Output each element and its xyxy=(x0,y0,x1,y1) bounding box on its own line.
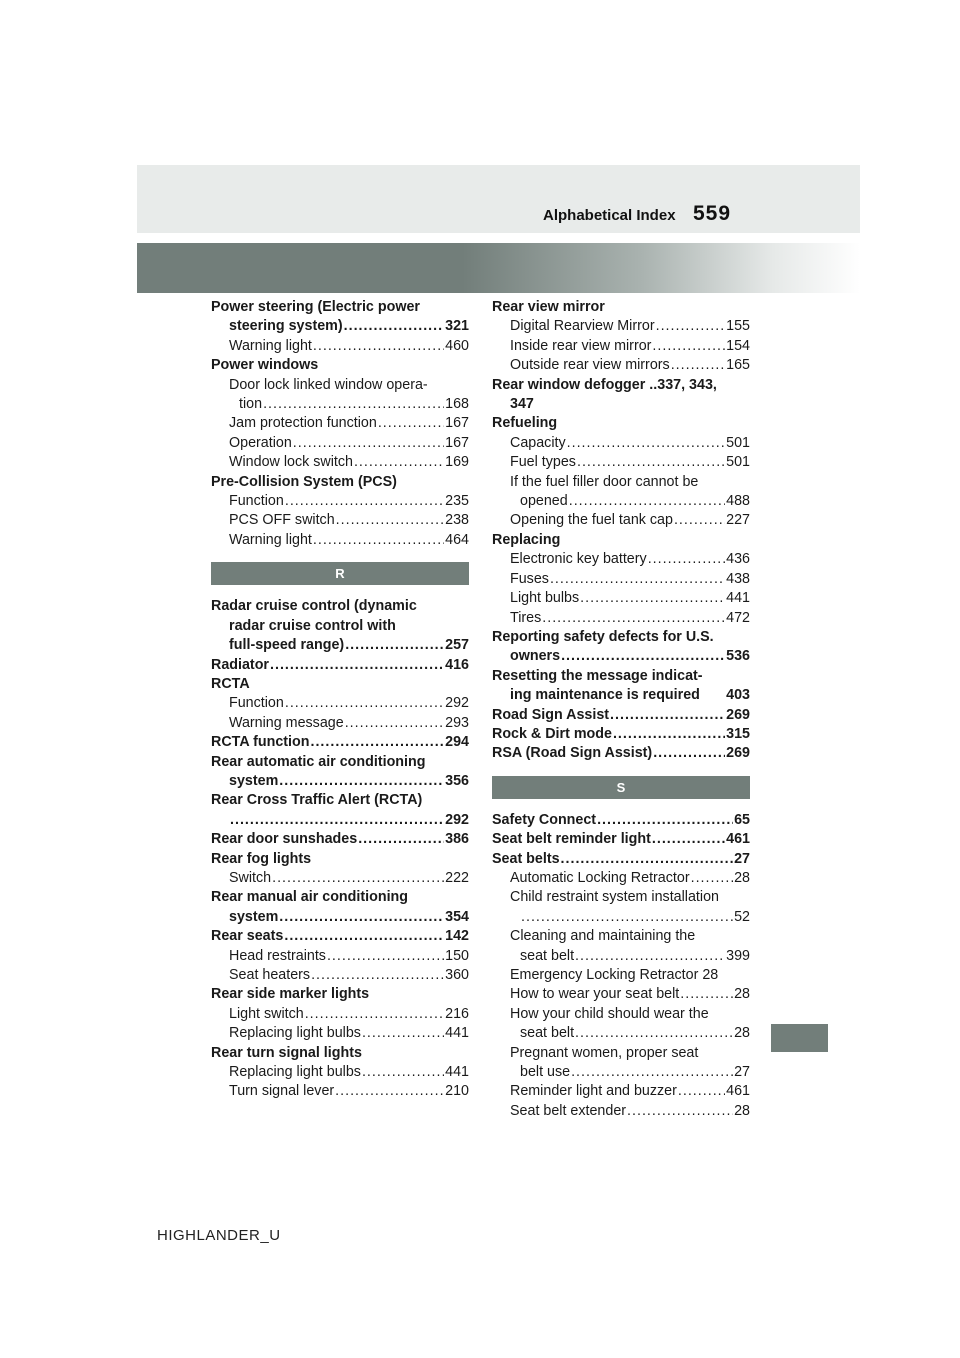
index-entry: 347 xyxy=(510,396,534,413)
index-entry: Seat belts ..... 27 xyxy=(492,850,750,869)
index-subentry: Automatic Locking Retractor ..... 28 xyxy=(492,869,750,888)
index-entry: Rock & Dirt mode ..... 315 xyxy=(492,725,750,744)
index-subentry: Tires ..... 472 xyxy=(492,609,750,628)
index-subentry: Replacing light bulbs ..... 441 xyxy=(211,1024,469,1043)
index-subentry: Emergency Locking Retractor 28 xyxy=(510,967,719,983)
index-subentry: Seat belt extender ..... 28 xyxy=(492,1102,750,1121)
index-subentry: If the fuel filler door cannot be xyxy=(510,473,699,490)
index-subentry: seat belt ..... 399 xyxy=(492,947,750,966)
index-entry: Refueling xyxy=(492,415,558,432)
page-title: Alphabetical Index xyxy=(543,207,676,224)
index-subentry: Child restraint system installation xyxy=(510,889,719,906)
index-entry: RSA (Road Sign Assist) ..... 269 xyxy=(492,744,750,763)
index-subentry: Window lock switch ..... 169 xyxy=(211,453,469,472)
index-subentry: Cleaning and maintaining the xyxy=(510,928,696,945)
index-subentry: How your child should wear the xyxy=(510,1005,709,1022)
index-entry: Rear fog lights xyxy=(211,850,312,867)
index-entry: Power windows xyxy=(211,357,319,374)
index-entry: Replacing xyxy=(492,531,561,548)
index-entry: Radiator ..... 416 xyxy=(211,656,469,675)
index-entry: Safety Connect ..... 65 xyxy=(492,811,750,830)
index-entry: Rear manual air conditioning xyxy=(211,889,409,906)
index-subentry: opened ..... 488 xyxy=(492,492,750,511)
index-entry: Rear seats ..... 142 xyxy=(211,927,469,946)
index-entry: Rear automatic air conditioning xyxy=(211,753,426,770)
index-subentry: Digital Rearview Mirror ..... 155 xyxy=(492,317,750,336)
index-entry: Rear side marker lights xyxy=(211,986,370,1003)
index-subentry: ..... 52 xyxy=(492,908,750,927)
index-subentry: Opening the fuel tank cap ..... 227 xyxy=(492,511,750,530)
index-subentry: Fuel types ..... 501 xyxy=(492,453,750,472)
index-subentry: seat belt ..... 28 xyxy=(492,1024,750,1043)
index-entry: Road Sign Assist ..... 269 xyxy=(492,706,750,725)
index-subentry: Outside rear view mirrors ..... 165 xyxy=(492,356,750,375)
index-subentry: Door lock linked window opera- xyxy=(229,376,428,393)
index-entry: steering system) ..... 321 xyxy=(211,317,469,336)
index-entry: system ..... 354 xyxy=(211,908,469,927)
index-subentry: Warning light ..... 460 xyxy=(211,337,469,356)
header-gradient-band xyxy=(137,243,860,293)
index-subentry: Fuses ..... 438 xyxy=(492,570,750,589)
index-subentry: Switch ..... 222 xyxy=(211,869,469,888)
index-entry: Rear view mirror xyxy=(492,299,605,315)
index-subentry: Light switch ..... 216 xyxy=(211,1005,469,1024)
index-subentry: Electronic key battery ..... 436 xyxy=(492,550,750,569)
index-subentry: Warning message ..... 293 xyxy=(211,714,469,733)
footer-model-code: HIGHLANDER_U xyxy=(157,1227,281,1244)
index-entry: Seat belt reminder light ..... 461 xyxy=(492,830,750,849)
index-subentry: Operation ..... 167 xyxy=(211,434,469,453)
index-entry: RCTA function ..... 294 xyxy=(211,733,469,752)
index-subentry: Warning light ..... 464 xyxy=(211,531,469,550)
index-subentry: Seat heaters ..... 360 xyxy=(211,966,469,985)
index-entry: Rear Cross Traffic Alert (RCTA) xyxy=(211,792,423,809)
index-entry: Reporting safety defects for U.S. xyxy=(492,628,714,645)
index-subentry: Reminder light and buzzer ..... 461 xyxy=(492,1082,750,1101)
section-letter-r: R xyxy=(211,562,469,585)
index-subentry: Inside rear view mirror ..... 154 xyxy=(492,337,750,356)
index-entry: system ..... 356 xyxy=(211,772,469,791)
index-entry: Pre-Collision System (PCS) xyxy=(211,473,397,490)
index-entry: Rear door sunshades ..... 386 xyxy=(211,830,469,849)
index-entry: full-speed range) ..... 257 xyxy=(211,636,469,655)
page-number: 559 xyxy=(693,202,732,225)
index-subentry: Light bulbs ..... 441 xyxy=(492,589,750,608)
index-entry: Power steering (Electric power xyxy=(211,299,420,315)
index-entry: ing maintenance is required 403 xyxy=(510,687,750,704)
index-subentry: Turn signal lever ..... 210 xyxy=(211,1082,469,1101)
index-column-right xyxy=(492,298,750,1121)
index-entry: Resetting the message indicat- xyxy=(492,667,703,684)
index-entry: RCTA xyxy=(211,675,250,692)
index-column-left xyxy=(211,298,469,1102)
index-entry: Radar cruise control (dynamic xyxy=(211,598,417,615)
index-subentry: belt use ..... 27 xyxy=(492,1063,750,1082)
index-subentry: Jam protection function ..... 167 xyxy=(211,414,469,433)
index-entry: Rear turn signal lights xyxy=(211,1044,362,1061)
index-entry: Rear window defogger ..337, 343, xyxy=(492,376,717,393)
index-entry: owners ..... 536 xyxy=(492,647,750,666)
index-subentry: Function ..... 235 xyxy=(211,492,469,511)
section-side-tab xyxy=(771,1024,828,1052)
index-entry: ..... 292 xyxy=(211,811,469,830)
index-subentry: PCS OFF switch ..... 238 xyxy=(211,511,469,530)
index-subentry: Replacing light bulbs ..... 441 xyxy=(211,1063,469,1082)
index-subentry: How to wear your seat belt ..... 28 xyxy=(492,985,750,1004)
index-subentry: Function ..... 292 xyxy=(211,694,469,713)
header-bar xyxy=(137,165,860,233)
index-entry: radar cruise control with xyxy=(229,617,396,634)
index-subentry: Pregnant women, proper seat xyxy=(510,1044,699,1061)
section-letter-s: S xyxy=(492,776,750,799)
index-subentry: tion ..... 168 xyxy=(211,395,469,414)
index-subentry: Capacity ..... 501 xyxy=(492,434,750,453)
index-subentry: Head restraints ..... 150 xyxy=(211,947,469,966)
